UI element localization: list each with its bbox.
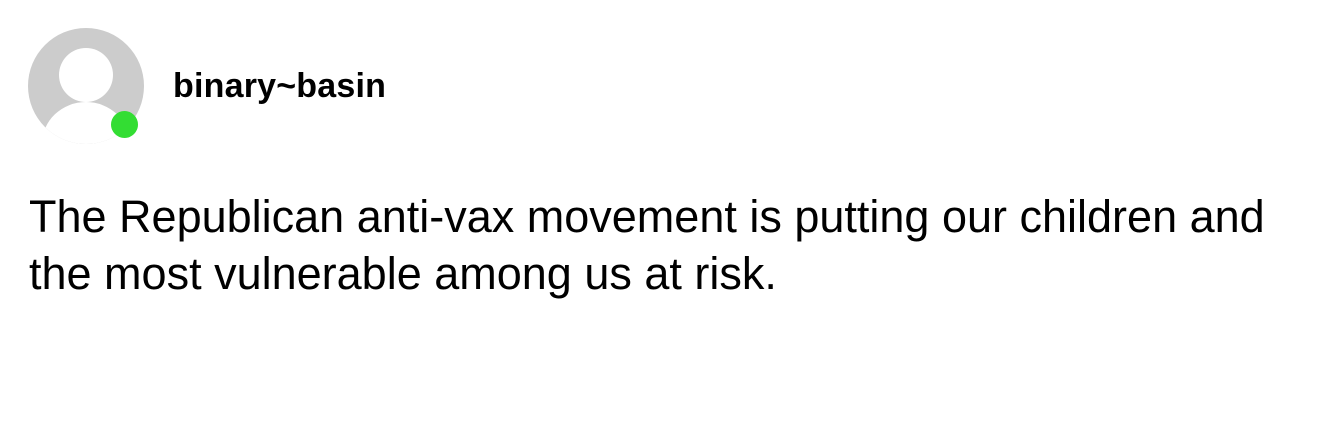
online-status-indicator	[111, 111, 138, 138]
post-text: The Republican anti-vax movement is putting our children and the most vulnerable among us at risk.	[29, 191, 1265, 299]
username[interactable]: binary~basin	[173, 67, 387, 105]
